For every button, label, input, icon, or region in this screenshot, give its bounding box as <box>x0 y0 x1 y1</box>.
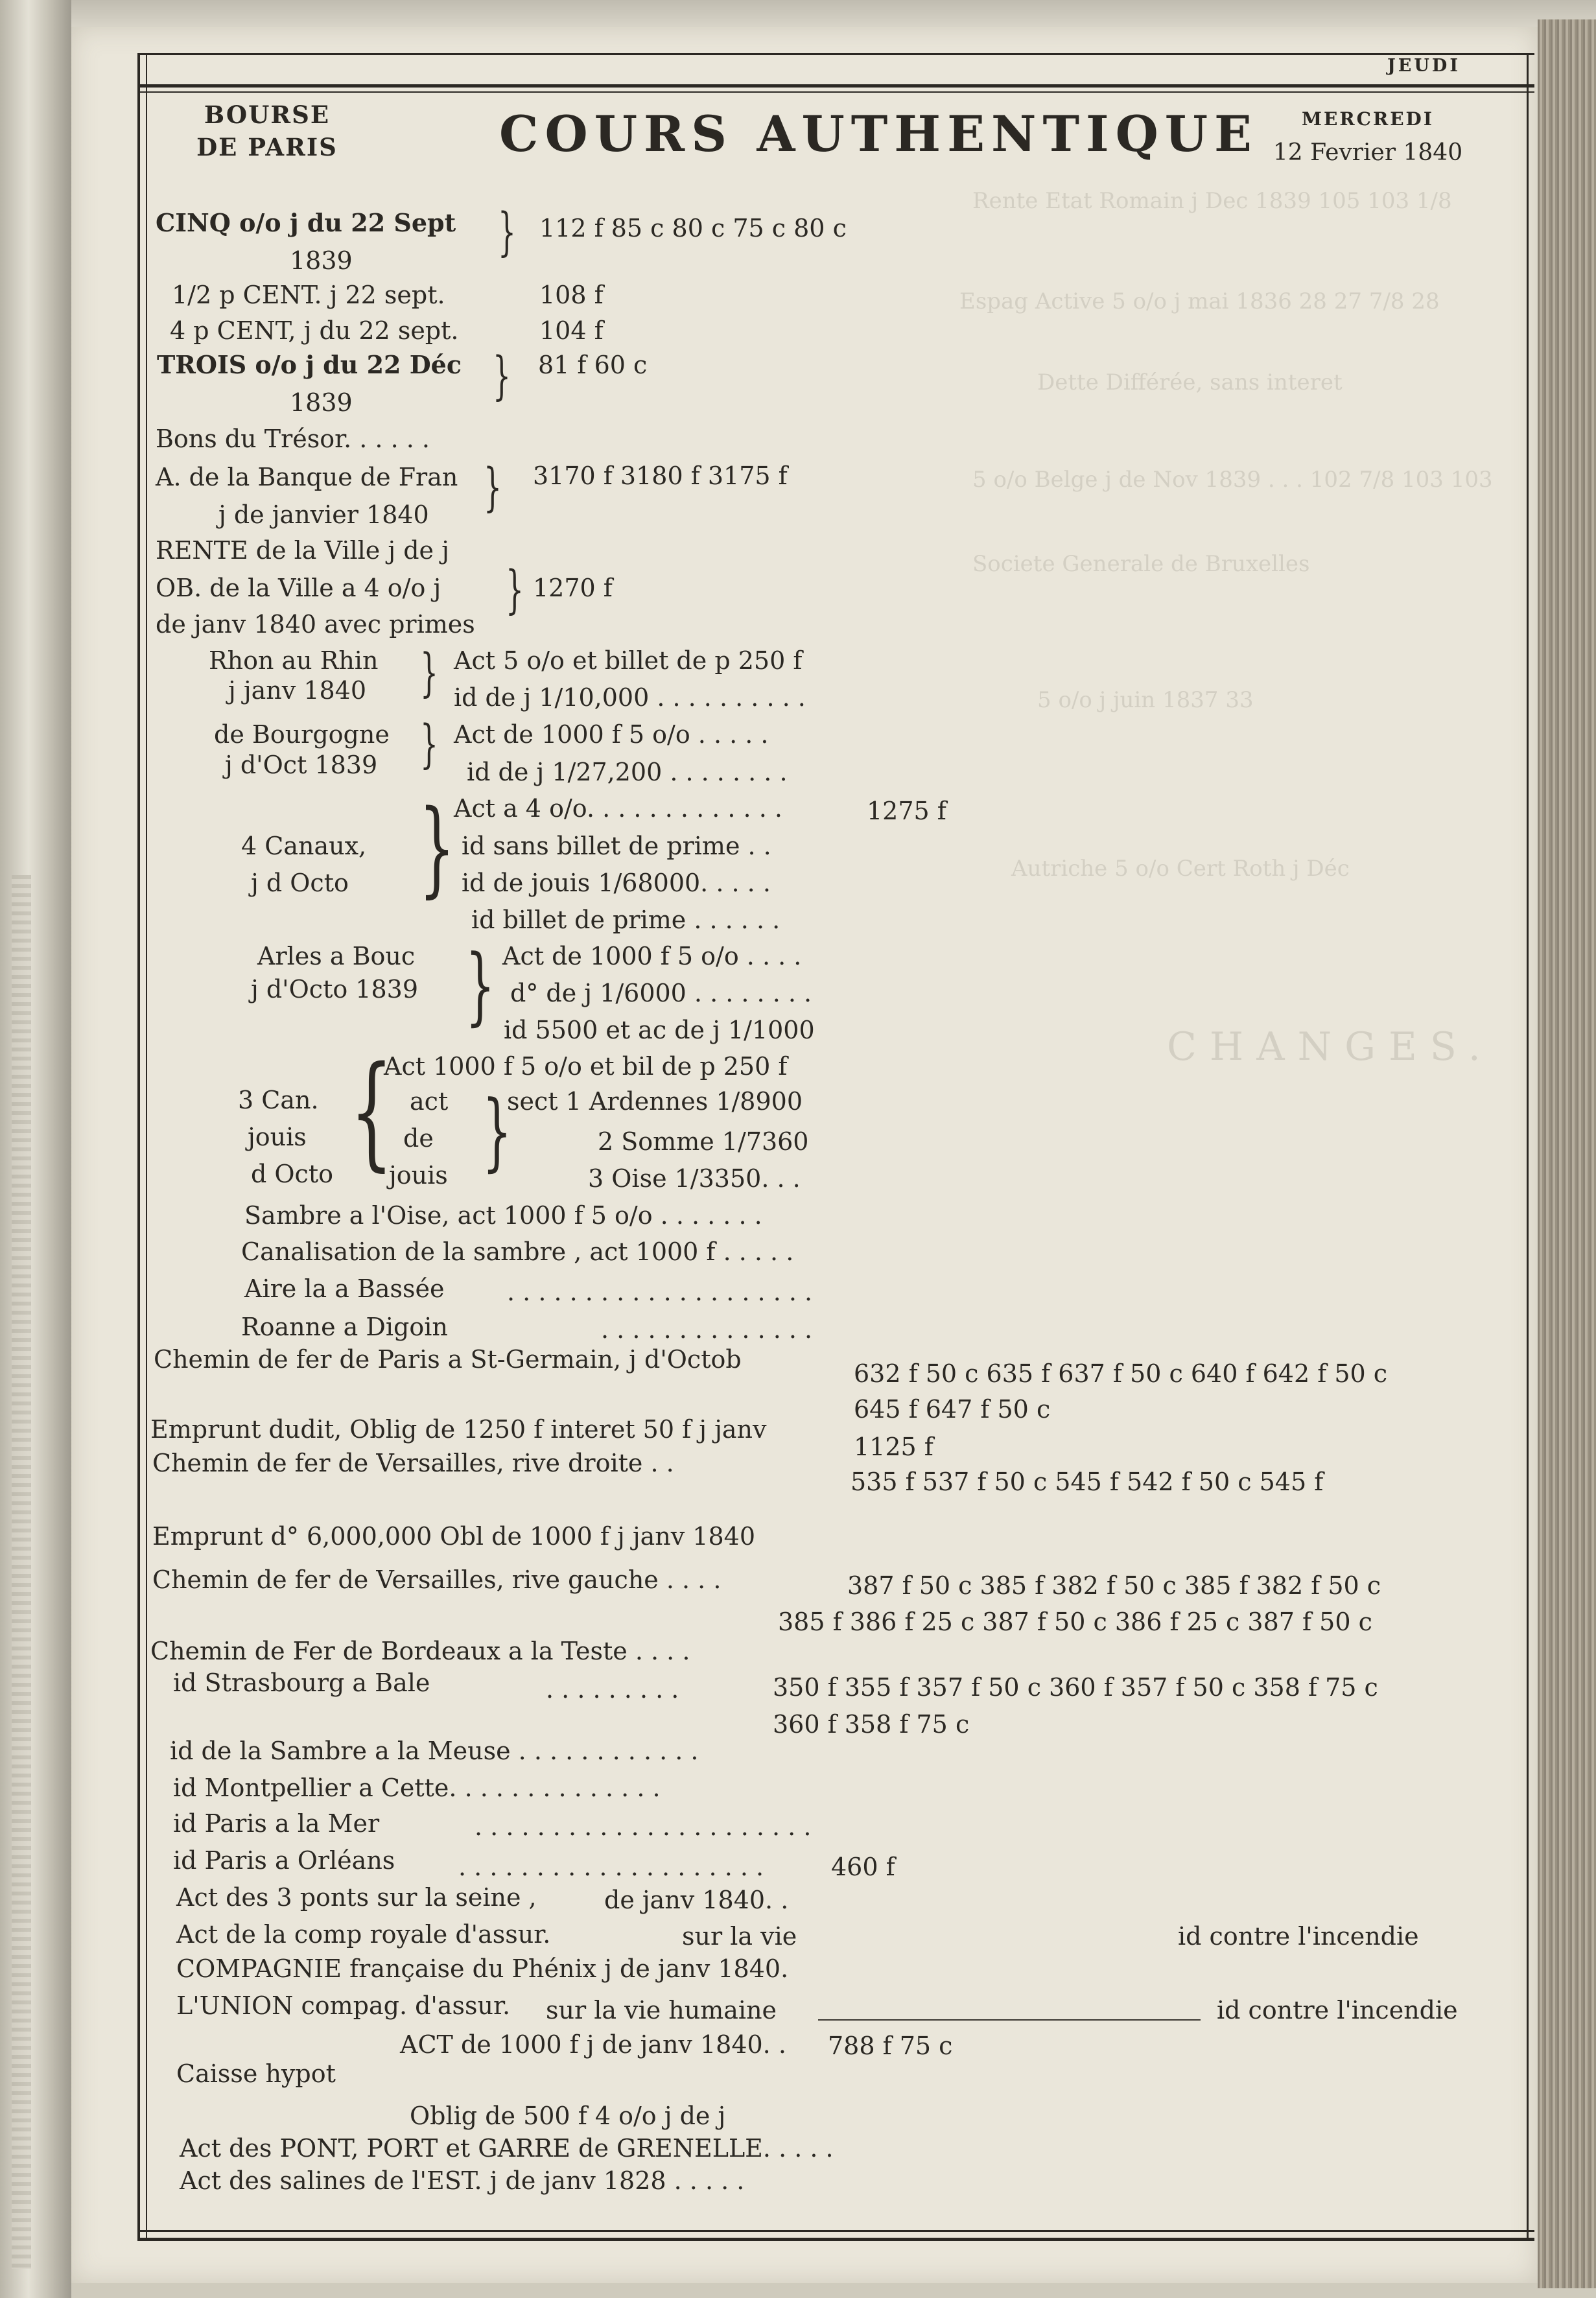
quotation-line: . . . . . . . . . <box>546 1675 679 1704</box>
quotation-line: 3 Oise 1/3350. . . <box>588 1164 801 1193</box>
quotation-line: 104 f <box>539 316 604 345</box>
quotation-line: jouis <box>389 1161 448 1190</box>
quotation-line: Chemin de fer de Versailles, rive droite . . <box>152 1449 674 1477</box>
brace-glyph: } <box>498 202 516 262</box>
quotation-line: 3 Can. <box>238 1086 319 1114</box>
quotation-line: id de jouis 1/68000. . . . . <box>462 869 771 897</box>
quotation-line: Act de 1000 f 5 o/o . . . . . <box>454 720 769 749</box>
quotation-line: 4 p CENT, j du 22 sept. <box>170 316 459 345</box>
quotation-line: Bons du Trésor. . . . . . <box>156 425 430 453</box>
quotation-line: Arles a Bouc <box>257 942 416 970</box>
quotation-line: de janv 1840 avec primes <box>156 610 475 639</box>
quotation-line: A. de la Banque de Fran <box>156 463 458 491</box>
binding-spine <box>0 0 71 2298</box>
quotation-line: 632 f 50 c 635 f 637 f 50 c 640 f 642 f 50 c <box>854 1359 1388 1388</box>
quotation-line: j de janvier 1840 <box>218 500 429 529</box>
quotation-line: id Strasbourg a Bale <box>173 1669 430 1697</box>
brace-glyph: } <box>482 1082 512 1180</box>
exchange-label: BOURSE DE PARIS <box>196 100 338 161</box>
quotation-line: Act 5 o/o et billet de p 250 f <box>454 646 803 675</box>
date-value: 12 Fevrier 1840 <box>1273 139 1463 166</box>
quotation-line: id Paris a Orléans <box>173 1846 395 1875</box>
quotation-line: 350 f 355 f 357 f 50 c 360 f 357 f 50 c 358 f 75 c <box>773 1673 1378 1702</box>
quotation-line: RENTE de la Ville j de j <box>156 536 449 565</box>
quotation-line: jouis <box>248 1123 307 1151</box>
quotation-line: id sans billet de prime . . <box>462 832 771 860</box>
quotation-line: Act a 4 o/o. . . . . . . . . . . . . <box>454 794 782 823</box>
quotation-line: 1270 f <box>533 574 613 602</box>
blank-price-line <box>818 2019 1201 2021</box>
quotation-line: Chemin de Fer de Bordeaux a la Teste . . . . <box>150 1637 690 1665</box>
quotation-line: 81 f 60 c <box>538 351 648 379</box>
quotation-line: d° de j 1/6000 . . . . . . . . <box>510 979 812 1007</box>
quotation-line: de janv 1840. . <box>604 1886 789 1914</box>
quotation-line: de <box>403 1124 434 1153</box>
bottom-rule <box>137 2230 1534 2232</box>
brace-glyph: } <box>484 457 502 517</box>
quotation-line: Act 1000 f 5 o/o et bil de p 250 f <box>384 1052 788 1081</box>
quotation-line: 1125 f <box>854 1433 933 1461</box>
quotation-line: CINQ o/o j du 22 Sept <box>156 208 456 237</box>
quotation-line: 112 f 85 c 80 c 75 c 80 c <box>539 214 847 242</box>
page-title: COURS AUTHENTIQUE <box>499 105 1258 163</box>
quotation-line: id Paris a la Mer <box>173 1809 380 1838</box>
quotation-line: id contre l'incendie <box>1178 1922 1419 1951</box>
top-rule <box>137 53 1534 55</box>
quotation-line: L'UNION compag. d'assur. <box>176 1991 511 2020</box>
brace-glyph: } <box>419 787 455 908</box>
quotation-line: 2 Somme 1/7360 <box>598 1127 809 1156</box>
quotation-line: id contre l'incendie <box>1217 1996 1458 2024</box>
quotation-line: 1839 <box>290 388 353 417</box>
quotation-line: j d Octo <box>251 869 349 897</box>
top-rule-thick <box>137 84 1534 88</box>
quotation-line: de Bourgogne <box>214 720 390 749</box>
quotation-line: id billet de prime . . . . . . <box>471 906 780 934</box>
quotation-line: 4 Canaux, <box>241 832 367 860</box>
quotation-line: Caisse hypot <box>176 2059 336 2088</box>
quotation-line: Emprunt d° 6,000,000 Obl de 1000 f j janv 1840 <box>152 1522 755 1551</box>
brace-glyph: } <box>506 559 524 620</box>
quotation-line: id 5500 et ac de j 1/1000 <box>504 1016 815 1044</box>
quotation-line: ACT de 1000 f j de janv 1840. . <box>400 2030 786 2059</box>
quotation-line: 1/2 p CENT. j 22 sept. <box>172 281 445 309</box>
quotation-line: 3170 f 3180 f 3175 f <box>533 462 788 490</box>
quotation-line: Emprunt dudit, Oblig de 1250 f interet 50 f j janv <box>150 1415 767 1444</box>
brace-glyph: } <box>420 642 438 703</box>
brace-glyph: { <box>350 1040 393 1183</box>
quotation-line: j d'Octo 1839 <box>251 975 419 1003</box>
quotation-line: . . . . . . . . . . . . . . <box>601 1315 813 1344</box>
quotation-line: id de la Sambre a la Meuse . . . . . . . . . . . . <box>170 1737 699 1765</box>
quotation-line: d Octo <box>251 1160 333 1188</box>
quotation-line: . . . . . . . . . . . . . . . . . . . . . . <box>475 1812 812 1841</box>
quotation-line: Oblig de 500 f 4 o/o j de j <box>410 2102 726 2130</box>
quotation-line: 788 f 75 c <box>828 2032 953 2060</box>
quotation-line: 645 f 647 f 50 c <box>854 1395 1051 1424</box>
date-day: MERCREDI <box>1302 108 1434 130</box>
quotation-line: id de j 1/27,200 . . . . . . . . <box>467 758 788 786</box>
quotation-line: OB. de la Ville a 4 o/o j <box>156 574 441 602</box>
quotation-line: Act des PONT, PORT et GARRE de GRENELLE. . . . . <box>180 2134 834 2163</box>
quotation-line: Sambre a l'Oise, act 1000 f 5 o/o . . . . . . . <box>244 1201 762 1230</box>
quotation-line: Act de 1000 f 5 o/o . . . . <box>502 942 802 970</box>
running-head: JEUDI <box>1387 56 1461 76</box>
right-rule <box>1527 53 1529 2238</box>
date-block <box>1258 102 1478 170</box>
quotation-line: Aire la a Bassée <box>244 1274 445 1303</box>
brace-glyph: } <box>465 936 495 1035</box>
quotation-line: 1839 <box>290 246 353 275</box>
quotation-line: Chemin de fer de Paris a St-Germain, j d'Octob <box>154 1345 742 1374</box>
quotation-line: sur la vie humaine <box>546 1996 777 2024</box>
quotation-line: COMPAGNIE française du Phénix j de janv 1840. <box>176 1954 789 1983</box>
left-rule <box>137 53 140 2238</box>
brace-glyph: } <box>420 714 438 774</box>
quotation-line: j d'Oct 1839 <box>225 751 378 779</box>
volume-top-edge <box>71 0 1596 27</box>
quotation-line: 360 f 358 f 75 c <box>773 1710 970 1739</box>
quotation-line: 1275 f <box>867 797 946 825</box>
quotation-line: act <box>410 1087 449 1116</box>
quotation-line: sect 1 Ardennes 1/8900 <box>507 1087 803 1116</box>
quotation-line: id Montpellier a Cette. . . . . . . . . . . . . . <box>173 1774 661 1802</box>
quotation-line: Chemin de fer de Versailles, rive gauche . . . . <box>152 1565 722 1594</box>
quotation-line: 460 f <box>831 1853 895 1881</box>
quotation-line: Roanne a Digoin <box>241 1313 448 1341</box>
quotation-line: 108 f <box>539 281 604 309</box>
quotation-line: 387 f 50 c 385 f 382 f 50 c 385 f 382 f 50 c <box>847 1571 1381 1600</box>
quotation-line: Act des 3 ponts sur la seine , <box>176 1883 537 1912</box>
quotation-line: Canalisation de la sambre , act 1000 f . . . . . <box>241 1237 794 1266</box>
quotation-line: . . . . . . . . . . . . . . . . . . . . <box>507 1278 813 1306</box>
quotation-line: TROIS o/o j du 22 Déc <box>157 350 462 379</box>
quotation-line: Act de la comp royale d'assur. <box>176 1920 551 1949</box>
quotation-line: Rhon au Rhin <box>209 646 379 675</box>
quotation-line: . . . . . . . . . . . . . . . . . . . . <box>458 1853 764 1881</box>
quotation-line: sur la vie <box>682 1922 797 1951</box>
quotation-line: 385 f 386 f 25 c 387 f 50 c 386 f 25 c 387 f 50 c <box>778 1608 1372 1636</box>
quotation-line: Act des salines de l'EST. j de janv 1828 . . . . . <box>180 2166 745 2195</box>
brace-glyph: } <box>493 346 511 406</box>
quotation-line: id de j 1/10,000 . . . . . . . . . . <box>454 683 806 712</box>
quotation-line: 535 f 537 f 50 c 545 f 542 f 50 c 545 f <box>851 1468 1324 1496</box>
page-edges <box>1538 19 1596 2288</box>
quotation-line: j janv 1840 <box>228 676 367 705</box>
